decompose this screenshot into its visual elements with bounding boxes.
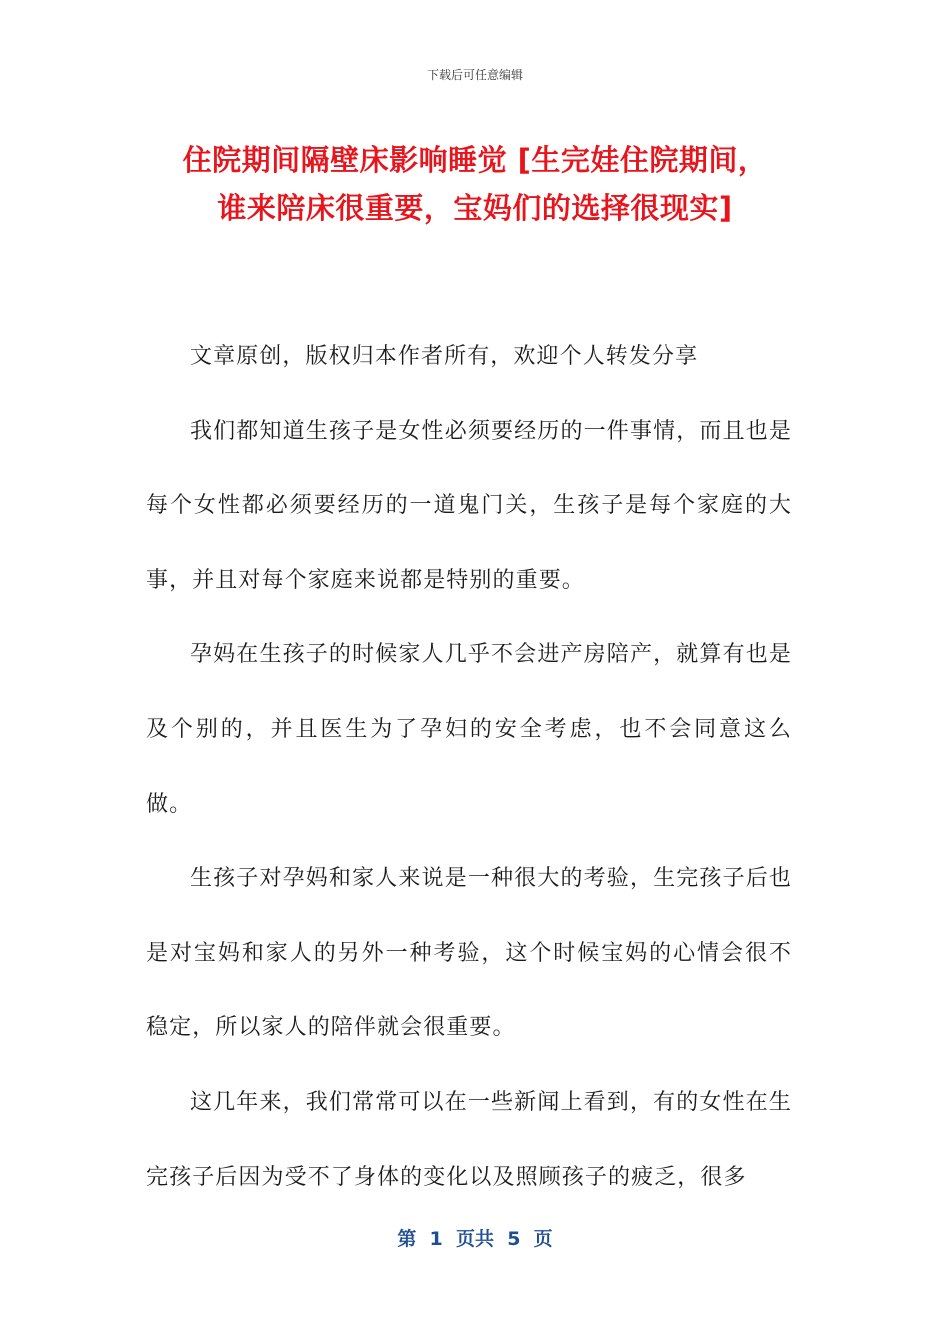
document-title [110, 136, 840, 232]
paragraph-1: 我们都知道生孩子是女性必须要经历的一件事情，而且也是每个女性都必须要经历的一道鬼门关，生孩子是每个家庭的大事，并且对每个家庭来说都是特别的重要。 [146, 418, 792, 593]
paragraph-3: 生孩子对孕妈和家人来说是一种很大的考验，生完孩子后也是对宝妈和家人的另外一种考验，这个时候宝妈的心情会很不稳定，所以家人的陪伴就会很重要。 [146, 866, 792, 1041]
paragraph-2: 孕妈在生孩子的时候家人几乎不会进产房陪产，就算有也是及个别的，并且医生为了孕妇的安全考虑，也不会同意这么做。 [146, 642, 792, 817]
page-number-footer: 第 1 页共 5 页 [397, 1228, 553, 1250]
title-line-2: 谁来陪床很重要，宝妈们的选择很现实] [217, 191, 733, 225]
header-note: 下载后可任意编辑 [426, 68, 523, 82]
paragraph-copyright: 文章原创，版权归本作者所有，欢迎个人转发分享 [190, 344, 699, 369]
document-body [146, 320, 792, 1215]
title-line-1: 住院期间隔壁床影响睡觉 [生完娃住院期间， [182, 143, 768, 177]
paragraph-4: 这几年来，我们常常可以在一些新闻上看到，有的女性在生完孩子后因为受不了身体的变化以及照顾孩子的疲乏，很多 [146, 1089, 792, 1190]
